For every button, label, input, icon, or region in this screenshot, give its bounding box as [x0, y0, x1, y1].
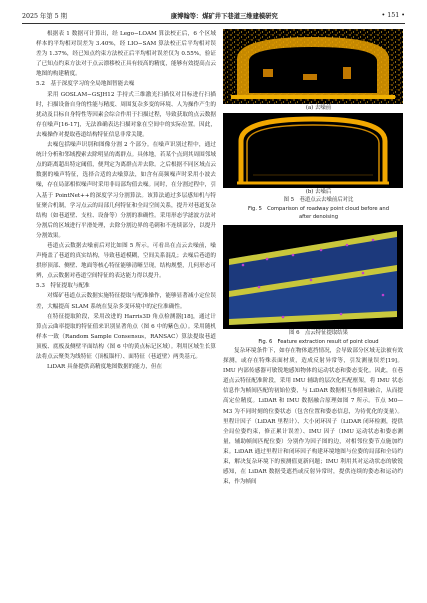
section-heading-5-3: 5.3 特征提取与配准	[36, 283, 90, 290]
figure-6-caption: 图 6 点云特征提取结果	[288, 330, 349, 337]
body-paragraph: 复杂环境条件下，如存在物体遮挡情况，会导致部分区域无法被有效探测，或存在特殊表面材质，造成反射异常等，引发测量误差[19]。IMU 内部传感器可敏锐地感知物体的运动状态和姿态变化。因此，在巷道点云特征配准阶段，采用 IMU 辅助的层次化匹配框架，将 IMU 状态信息作为帧间匹配的初始位姿，与 LiDAR 数据相互参照和融合，从而提高定位精度。LiDAR 和 IMU 数据融合原理如图 7 所示。节点 M0—M3 为不同时刻的位姿状态（包含位置和姿态信息，为待优化的变量）。里程计因子（LiDAR 里程计）、大小闭环因子（LiDAR 闭环检测，提供全局位姿约束，修正累计误差）、IMU 因子（IMU 运动状态和姿态测量，辅助帧间匹配位姿）分别作为因子图的边，对相邻位姿节点施加约束。LiDAR 通过里程计和闭环因子构建环境地图与位姿的局部和全局约束，解决复杂环境下的预测值更新问题；IMU 利用其对运动状态的敏锐感知，在 LiDAR 数据受遮挡或反射异常时，提供连续的姿态和运动约束，作为帧间	[223, 347, 403, 486]
figure-5b-label: (b) 去噪后	[305, 188, 332, 195]
body-paragraph: 巷道点云数据去噪前后对比如图 5 所示。可看出在点云去噪前，噪声掩盖了巷道的真实结构，导致巷道模糊，空间关系混乱；去噪后巷道的拱形顶部、侧壁、地面等核心特征能够清晰呈现，结构规整，几何形态可辨，点云数据对巷道空间特征的表达能力得以提升。	[36, 242, 216, 280]
running-header	[22, 9, 405, 21]
body-paragraph: 对煤矿巷道点云数据实施特征提取与配准操作，能够显著减小定位误差，大幅提高 SLAM 系统在复杂多变环境中的定位准确性。	[36, 293, 216, 310]
figure-5a-label: (a) 去噪前	[305, 105, 332, 111]
body-paragraph: 根据表 1 数据可计算出，经 Lego−LOAM 算法校正后，6 个区域样本的平均相对误差为 3.40%，经 LIO−SAM 算法校正后平均相对误差为 1.37%，经已知点约束方法校正后平均相对误差仅为 0.55%，验证了已知点约束方法对于点云漂移校正具有较高的精度，能够有效提高点云地图的构建精度。	[36, 31, 216, 78]
point-cloud-after-denoise-image	[223, 113, 403, 188]
figure-6-caption-en: Fig. 6 Feature extraction result of point cloud	[258, 338, 379, 345]
body-paragraph: LiDAR 具备提供高精度地图数据的能力，但在	[47, 364, 163, 371]
figure-5-caption-en-line1: Fig. 5 Comparison of roadway point cloud before and	[248, 205, 389, 212]
body-paragraph: 在特征提取阶段，采用改进的 Harris3D 角点检测器[18]，通过计算点云曲率提取的特征值来识别显著角点（图 6 中的紫色点）。采用随机样本一致（Random Sample Consensus，RANSAC）算法提取巷道顶板、底板及侧壁平面结构（图 6 中的黄点标记区域）。利用区域生长算法将点云聚类为线特征（顶板锚杆）、面特征（巷道壁）两类基元。	[36, 313, 216, 360]
figure-5	[223, 29, 403, 221]
right-column	[223, 29, 403, 595]
running-title: 康博翰等：煤矿井下巷道三维建模研究	[170, 12, 278, 20]
section-heading-5-2: 5.2 基于深度学习的全局地图智能去噪	[36, 81, 135, 88]
body-paragraph: 去噪包括噪声识别和图像分割 2 个部分。在噪声识别过程中，通过统计分析和邻域搜索去除明显的离群点。具体地，若某个点到其周围邻域点的距离超出特定阈值，便判定为离群点并去除。之后根据不同区域点云数据的噪声特征，选择合适的去噪算法，如含有高频噪声时采用小波去噪，存在局部相似噪声时采用非局部均值去噪。同时，在分割过程中，引入基于 PointNet++的深度学习分割算法。该算法通过多层感知机与特征聚合机制，学习点云的局部几何特征和全局空间关系，提升对巷道复杂结构（如巷道壁、支柱、设备等）分割的准确性。采用形态学滤波方法对分割后的区域进行平滑处理，去除分割边界的毛刺和不连续部分，以提升分割效果。	[36, 142, 216, 239]
feature-extraction-image	[223, 225, 403, 329]
figure-5-caption: 图 5 巷道点云去噪前后对比	[283, 197, 354, 204]
left-column	[36, 29, 216, 595]
page-number: • 151 •	[381, 11, 405, 19]
point-cloud-before-denoise-image	[223, 29, 403, 104]
figure-6	[223, 225, 403, 346]
figure-5-caption-en-line2: after denoising	[298, 213, 339, 220]
body-paragraph: 采用 GOSLAM−GSJH12 手持式三维激光扫描仪对目标进行扫描时，扫描设备自身的性能与精度、周围复杂多变的环境、人为操作产生的扰动及目标自身特性等因素会综合作用于扫描过程，导致获取的点云数据存在噪声[16-17]，无法准确表达扫描对象在空间中的实际位置。因此，去噪操作对提取巷道结构特征信息非常关键。	[36, 91, 216, 138]
header-rule	[22, 23, 405, 24]
issue-label: 2025 年第 5 期	[22, 12, 67, 20]
